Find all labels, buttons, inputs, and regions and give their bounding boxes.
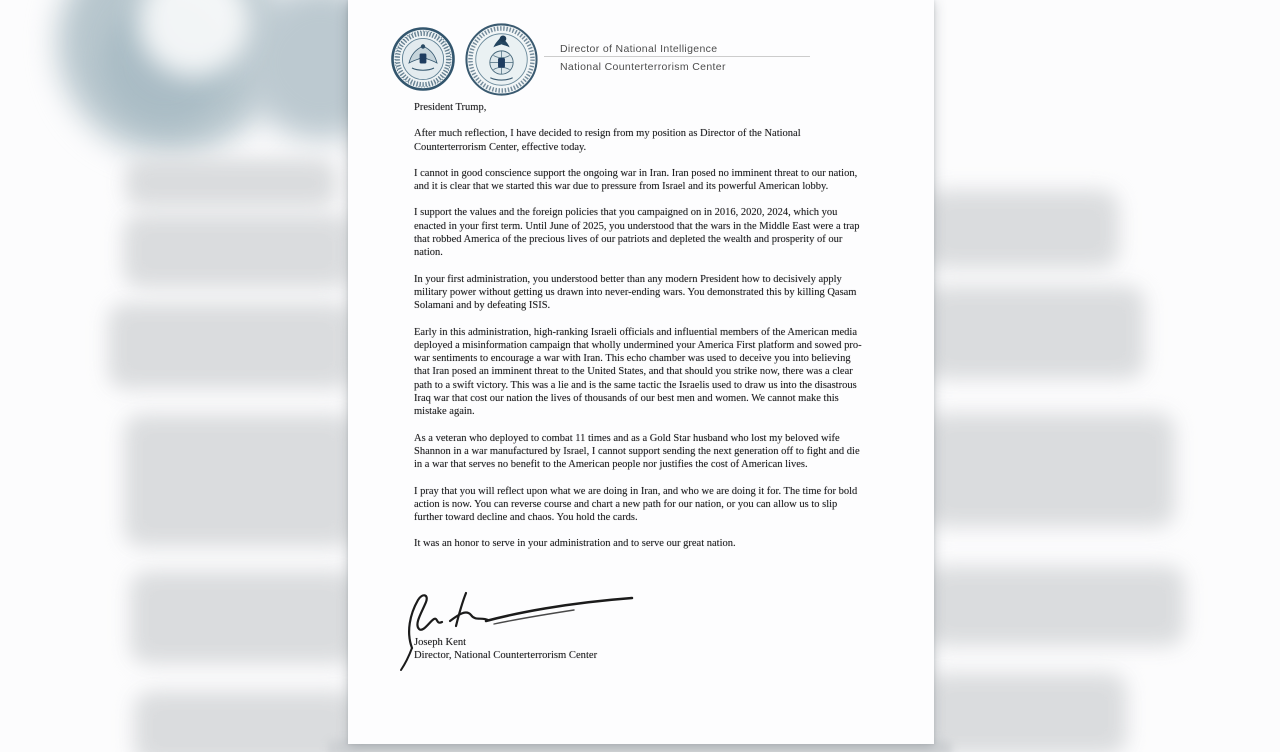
letterhead-org-line1: Director of National Intelligence — [560, 43, 718, 55]
blurred-text-block — [124, 414, 354, 547]
paragraph: I support the values and the foreign policies that you campaigned on in 2016, 2020, 2024, which you enacted in your first term. Until June of 2025, you understood that the wars in the Middle East were a trap that robbed America of the precious lives of our patriots and depleted the wealth and prosperity of our nation. — [414, 207, 860, 259]
blurred-text-block — [925, 413, 1175, 527]
nctc-seal-icon — [464, 22, 539, 97]
signer-title: Director, National Counterterrorism Center — [414, 650, 598, 661]
letter-document — [348, 0, 934, 744]
paragraph: In your first administration, you understood better than any modern President how to decisively apply military power without getting us drawn into never-ending wars. You demonstrated this by killing Qasam Solamani and by defeating ISIS. — [414, 273, 857, 312]
paragraph: It was an honor to serve in your administration and to serve our great nation. — [414, 538, 736, 550]
dni-seal-icon — [390, 26, 456, 92]
blurred-text-block — [925, 673, 1127, 752]
paragraph: As a veteran who deployed to combat 11 times and as a Gold Star husband who lost my beloved wife Shannon in a war manufactured by Israel, I cannot support sending the next generation off to fight and die in a war that serves no benefit to the American people nor justifies the cost of American lives. — [414, 432, 860, 471]
paragraph: I pray that you will reflect upon what we are doing in Iran, and who we are doing it for. The time for bold action is now. You can reverse course and chart a new path for our nation, or you can allow us to slip further toward decline and chaos. You hold the cards. — [414, 485, 858, 524]
signer-name: Joseph Kent — [414, 637, 467, 648]
blurred-text-block — [130, 571, 356, 664]
signer-block — [414, 636, 597, 662]
blurred-text-block — [925, 566, 1185, 646]
blurred-text-block — [108, 303, 352, 389]
paragraph: After much reflection, I have decided to resign from my position as Director of the National Counterterrorism Center, effective today. — [414, 128, 801, 153]
blurred-text-block — [125, 158, 337, 208]
letterhead — [348, 0, 934, 100]
salutation: President Trump, — [414, 102, 487, 113]
blurred-text-block — [925, 190, 1119, 268]
paragraph: Early in this administration, high-ranking Israeli officials and influential members of the American media deployed a misinformation campaign that wholly undermined your America First platform and sowed pro-war sentiments to encourage a war with Iran. This echo chamber was used to deceive you into believing that Iran posed an imminent threat to the United States, and that should you strike now, there was a clear path to a swift victory. This was a lie and is the same tactic the Israelis used to draw us into the disastrous Iraq war that cost our nation the lives of thousands of our best men and women. We cannot make this mistake again. — [414, 326, 862, 418]
blurred-text-block — [925, 286, 1145, 379]
letterhead-rule — [544, 56, 810, 57]
letter-body — [414, 101, 866, 564]
blurred-text-block — [134, 691, 356, 752]
letterhead-org-line2: National Counterterrorism Center — [560, 61, 726, 73]
blurred-text-block — [123, 214, 351, 288]
paragraph: I cannot in good conscience support the ongoing war in Iran. Iran posed no imminent threat to our nation, and it is clear that we started this war due to pressure from Israel and its powerful American lobby. — [414, 167, 858, 193]
